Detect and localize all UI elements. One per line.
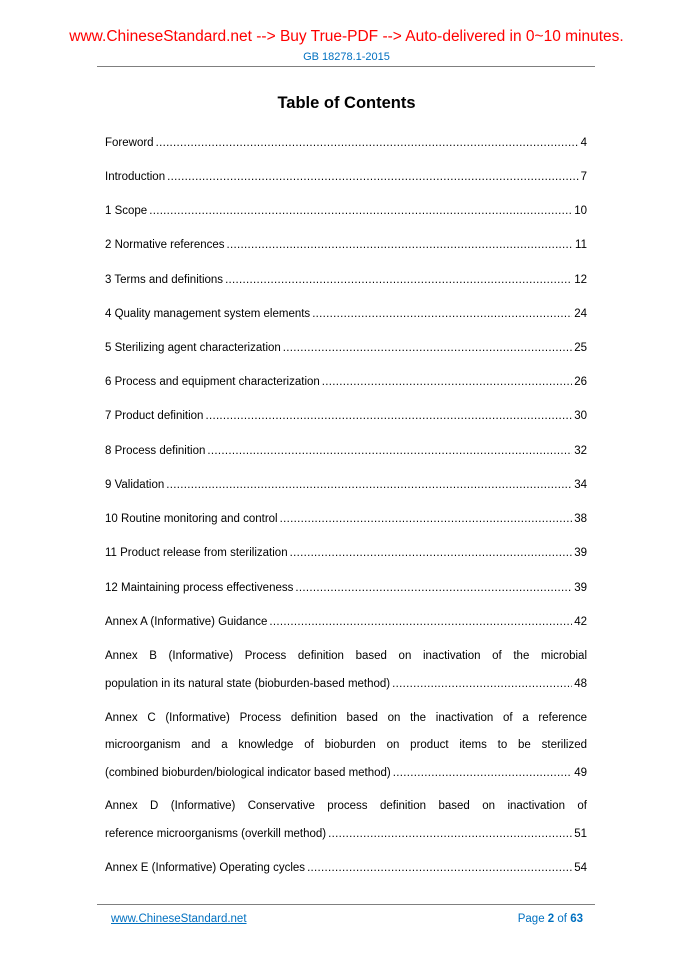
toc-page: 38 [574,513,587,525]
toc-page: 51 [574,828,587,840]
toc-entry-sterilizing-agent[interactable] [105,340,587,356]
toc-page: 26 [574,376,587,388]
toc-page: 12 [574,274,587,286]
toc-page: 32 [574,445,587,457]
toc-label: 2 Normative references [105,239,225,251]
toc-page: 4 [580,137,587,149]
toc-entry-introduction[interactable] [105,169,587,185]
toc-page: 49 [574,767,587,779]
toc-entry-annex-c-line-2[interactable]: microorganism and a knowledge of bioburden on product items to be sterilized [105,739,587,751]
toc-page: 30 [574,410,587,422]
toc-entry-normative-references[interactable] [105,237,587,253]
toc-entry-scope[interactable] [105,203,587,219]
toc-entry-product-definition[interactable] [105,408,587,424]
toc-label: population in its natural state (bioburden-based method) [105,678,391,690]
toc-page: 39 [574,582,587,594]
toc-page: 24 [574,308,587,320]
toc-entry-annex-b-line-1[interactable]: Annex B (Informative) Process definition based on inactivation of the microbial [105,650,587,662]
toc-label: 10 Routine monitoring and control [105,513,278,525]
toc-page: 7 [580,171,587,183]
toc-page: 54 [574,862,587,874]
footer-site-link[interactable]: www.ChineseStandard.net [111,913,247,925]
toc-label: 4 Quality management system elements [105,308,311,320]
toc-label: 8 Process definition [105,445,206,457]
toc-label: 9 Validation [105,479,165,491]
toc-label: 1 Scope [105,205,148,217]
page-title: Table of Contents [277,94,416,112]
toc-entry-annex-d-line-1[interactable]: Annex D (Informative) Conservative process definition based on inactivation of [105,800,587,812]
toc-entry-routine-monitoring[interactable] [105,511,587,527]
page-of: of [557,913,567,925]
page-current: 2 [547,913,555,925]
footer-rule [97,904,595,905]
toc-entry-annex-a[interactable] [105,614,587,630]
toc-label: Annex A (Informative) Guidance [105,616,268,628]
toc-label: 11 Product release from sterilization [105,547,288,559]
toc-entry-qms[interactable] [105,306,587,322]
header-banner[interactable]: www.ChineseStandard.net --> Buy True-PDF --> Auto-delivered in 0~10 minutes. [69,28,624,45]
toc-page: 25 [574,342,587,354]
toc-page: 39 [574,547,587,559]
toc-page: 10 [574,205,587,217]
header-rule [97,66,595,67]
toc-entry-annex-e[interactable] [105,860,587,876]
toc-entry-process-definition[interactable] [105,443,587,459]
toc-label: 12 Maintaining process effectiveness [105,582,294,594]
toc-page: 48 [574,678,587,690]
toc-page: 11 [575,239,587,251]
toc-entry-validation[interactable] [105,477,587,493]
toc-label: 7 Product definition [105,410,204,422]
page-prefix: Page [517,913,545,925]
toc-entry-terms[interactable] [105,272,587,288]
toc-entry-maintaining-process[interactable] [105,580,587,596]
toc-entry-annex-c-line-1[interactable]: Annex C (Informative) Process definition based on the inactivation of a reference [105,712,587,724]
toc-entry-product-release[interactable] [105,545,587,561]
toc-label: 6 Process and equipment characterization [105,376,320,388]
toc-label: Foreword [105,137,154,149]
toc-label: (combined bioburden/biological indicator based method) [105,767,391,779]
toc-page: 34 [574,479,587,491]
standard-number: GB 18278.1-2015 [303,51,390,63]
toc-entry-annex-c[interactable] [105,765,587,781]
toc-entry-annex-d[interactable] [105,826,587,842]
toc-page: 42 [574,616,587,628]
toc-entry-process-equipment[interactable] [105,374,587,390]
toc-label: 3 Terms and definitions [105,274,224,286]
toc-entry-foreword[interactable] [105,135,587,151]
toc-label: Annex E (Informative) Operating cycles [105,862,306,874]
footer-page-number [518,913,583,925]
toc-label: reference microorganisms (overkill method) [105,828,327,840]
toc-label: Introduction [105,171,166,183]
toc-entry-annex-b[interactable] [105,676,587,692]
page-total: 63 [570,913,583,925]
toc-label: 5 Sterilizing agent characterization [105,342,281,354]
